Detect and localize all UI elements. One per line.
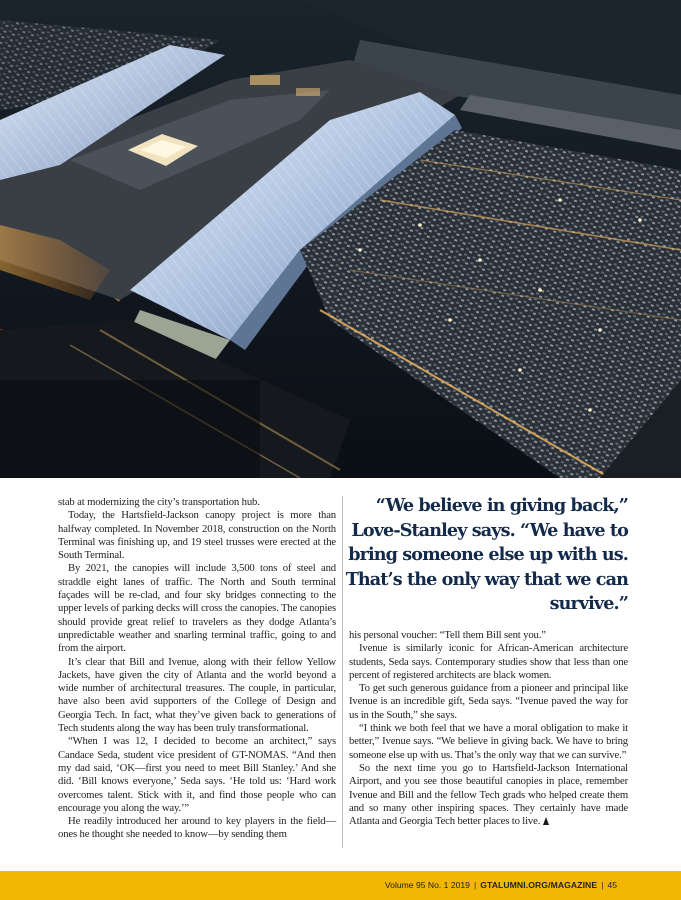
folio [385, 880, 617, 890]
paragraph: By 2021, the canopies will include 3,500 tons of steel and straddle eight lanes of traffic. The North and South terminal façades will be re-clad, and four sky bridges connecting to the upper levels of parking decks will cross the canopies. The canopies should provide great relief to travelers as they dodge Atlanta’s unpredictable weather and snarling terminal traffic, going to and from the airport. [58, 562, 336, 655]
column-divider [342, 496, 343, 848]
separator: | [473, 880, 477, 890]
footer-bar [0, 871, 681, 900]
paragraph: “I think we both feel that we have a moral obligation to make it better,” Ivenue says. “We believe in giving back. We have to bring someone else up with us. That’s the only way that we can survive.” [349, 722, 628, 761]
paragraph [349, 762, 628, 828]
separator: | [601, 880, 604, 890]
page-number: 45 [607, 880, 617, 890]
paragraph: To get such generous guidance from a pioneer and principal like Ivenue is an incredible gift, Seda says. “Ivenue paved the way for us in the South,” she says. [349, 682, 628, 721]
paragraph: It’s clear that Bill and Ivenue, along with their fellow Yellow Jackets, have given the city of Atlanta and the world beyond a wide number of architectural treasures. The couple, in particular, have also been avid supporters of the College of Design and Georgia Tech. In fact, what they’ve given back to generations of Tech students along the way has been truly transformational. [58, 655, 336, 735]
paragraph: Today, the Hartsfield-Jackson canopy project is more than halfway completed. In November 2018, construction on the North Terminal was finishing up, and 19 steel trusses were erected at the South Terminal. [58, 509, 336, 562]
issue-label: Volume 95 No. 1 2019 [384, 880, 470, 890]
end-mark-icon [543, 817, 549, 825]
pull-quote: “We believe in giving back,” Love-Stanley says. “We have to bring someone else up with us. That’s the only way that we can survive.” [345, 495, 628, 614]
paragraph: He readily introduced her around to key players in the field—ones he thought she needed to know—by sending them [58, 815, 336, 841]
paragraph: “When I was 12, I decided to become an architect,” says Candace Seda, student vice president of GT-NOMAS. “And then my dad said, ‘OK—first you need to meet Bill Stanley.’ And she did. ‘Bill knows everyone,’ Seda says. ‘He told us: ‘Hard work overcomes talent. Stick with it, and find those people who can encourage you along the way.’” [58, 735, 336, 814]
paragraph-text: So the next time you go to Hartsfield-Jackson International Airport, and you see those beautiful canopies in place, remember Ivenue and Bill and the fellow Tech grads who helped create them and so many other inspiring spaces. They certainly have made Atlanta and Georgia Tech better places to live. [349, 761, 628, 828]
paragraph: his personal voucher: “Tell them Bill sent you.” [349, 629, 546, 641]
paragraph: stab at modernizing the city’s transportation hub. [58, 496, 260, 508]
magazine-url[interactable]: GTALUMNI.ORG/MAGAZINE [480, 880, 598, 890]
article-column-left [58, 496, 336, 842]
paragraph: Ivenue is similarly iconic for African-American architecture students, Seda says. Contemporary studies show that less than one percent of registered architects are black women. [349, 642, 628, 681]
article-column-right [349, 629, 628, 828]
